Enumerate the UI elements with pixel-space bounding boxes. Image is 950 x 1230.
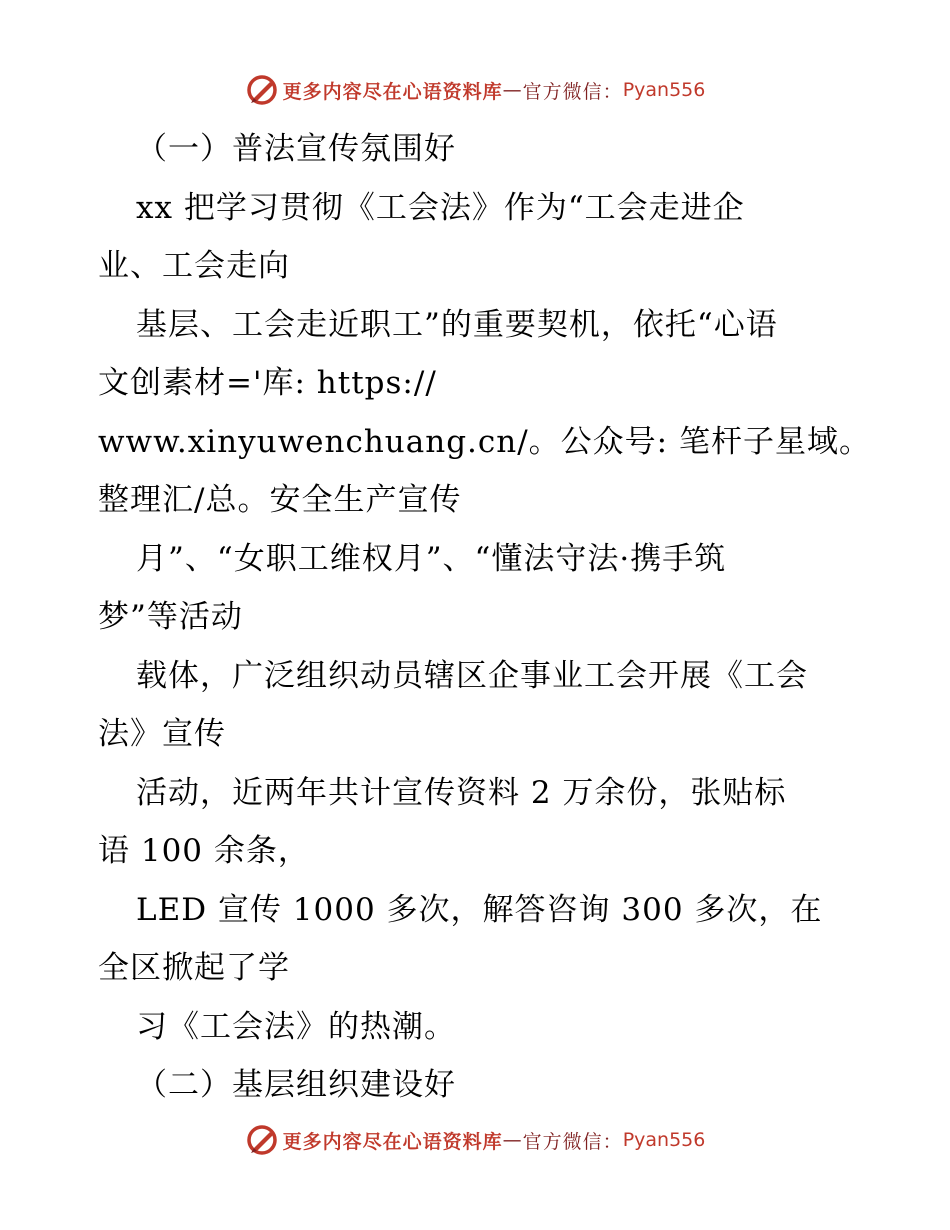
banner-separator: — bbox=[502, 79, 523, 101]
banner-separator: — bbox=[502, 1129, 523, 1151]
banner-prefix: 更多内容尽在心语资料库 bbox=[282, 1130, 503, 1153]
text-line: 习《工会法》的热潮。 bbox=[136, 1008, 456, 1045]
text-line: 全区掀起了学 bbox=[98, 950, 290, 986]
text-line: LED 宣传 1000 多次，解答咨询 300 多次，在 bbox=[136, 891, 823, 928]
text-line: 基层、工会走近职工”的重要契机，依托“心语 bbox=[136, 306, 778, 343]
banner-prefix: 更多内容尽在心语资料库 bbox=[282, 80, 503, 103]
header-banner bbox=[0, 70, 950, 110]
document-body bbox=[98, 120, 871, 1115]
text-line: xx 把学习贯彻《工会法》作为“工会走进企 bbox=[136, 189, 745, 226]
footer-banner bbox=[0, 1120, 950, 1160]
text-line: 载体，广泛组织动员辖区企事业工会开展《工会 bbox=[136, 657, 808, 694]
text-line: 业、工会走向 bbox=[98, 248, 290, 284]
text-line: www.xinyuwenchuang.cn/。公众号: 笔杆子星域。 bbox=[98, 423, 871, 460]
banner-account: Pyan556 bbox=[622, 1129, 706, 1151]
text-line: 梦”等活动 bbox=[98, 599, 243, 635]
text-line: 法》宣传 bbox=[98, 716, 226, 752]
banner-middle: 官方微信： bbox=[522, 80, 623, 103]
banner-account: Pyan556 bbox=[622, 79, 706, 101]
text-line: 活动，近两年共计宣传资料 2 万余份，张贴标 bbox=[136, 774, 787, 811]
text-line: 整理汇/总。安全生产宣传 bbox=[98, 482, 462, 518]
section-heading-2: （二）基层组织建设好 bbox=[136, 1067, 456, 1103]
text-line: 月”、“女职工维权月”、“懂法守法·携手筑 bbox=[136, 540, 727, 577]
pen-logo-icon bbox=[245, 73, 279, 107]
section-heading-1: （一）普法宣传氛围好 bbox=[136, 131, 456, 167]
text-line: 语 100 余条， bbox=[98, 833, 310, 869]
pen-logo-icon bbox=[245, 1123, 279, 1157]
text-line: 文创素材='库: https:// bbox=[98, 365, 437, 401]
banner-middle: 官方微信： bbox=[522, 1130, 623, 1153]
